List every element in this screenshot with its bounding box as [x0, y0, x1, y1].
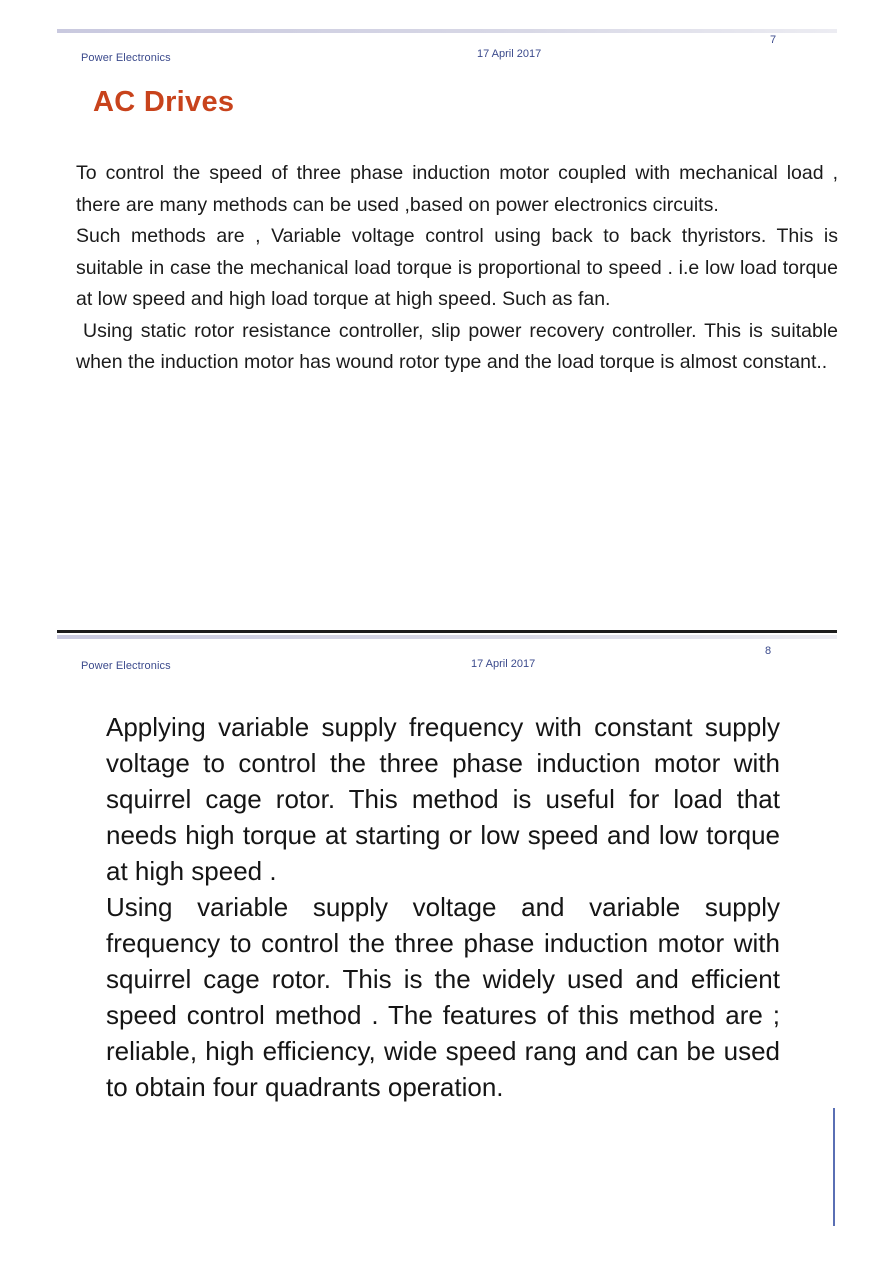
header-course-name: Power Electronics: [81, 660, 171, 672]
slide-title: AC Drives: [93, 86, 235, 118]
header-date: 17 April 2017: [471, 658, 536, 670]
page-number: 7: [770, 34, 777, 46]
paragraph: Using static rotor resistance controller, slip power recovery controller. This is suitable when the induction motor has wound rotor type and the load torque is almost constant..: [76, 319, 838, 373]
header-course-name: Power Electronics: [81, 52, 171, 64]
paragraph: Using variable supply voltage and variable supply frequency to control the three phase induction motor with squirrel cage rotor. This is the widely used and efficient speed control method . The features of this method are ; reliable, high efficiency, wide speed rang and can be used to obtain four quadrants operation.: [106, 892, 780, 1102]
paragraph: Such methods are , Variable voltage control using back to back thyristors. This is suitable in case the mechanical load torque is proportional to speed . i.e low load torque at low speed and high load torque at high speed. Such as fan.: [76, 225, 838, 310]
slide-edge-line: [833, 1108, 835, 1226]
header-rule: [57, 635, 837, 639]
paragraph: To control the speed of three phase induction motor coupled with mechanical load , there are many methods can be used ,based on power electronics circuits.: [76, 162, 838, 216]
page-number: 8: [765, 645, 772, 657]
slide-body-text: [106, 709, 780, 1105]
slide-8: [0, 620, 893, 1263]
header-rule: [57, 29, 837, 33]
slide-divider: [57, 630, 837, 633]
paragraph: Applying variable supply frequency with constant supply voltage to control the three phase induction motor with squirrel cage rotor. This method is useful for load that needs high torque at starting or low speed and low torque at high speed .: [106, 712, 780, 886]
header-date: 17 April 2017: [477, 48, 542, 60]
slide-7: [0, 0, 893, 620]
slide-body-text: [76, 158, 838, 379]
